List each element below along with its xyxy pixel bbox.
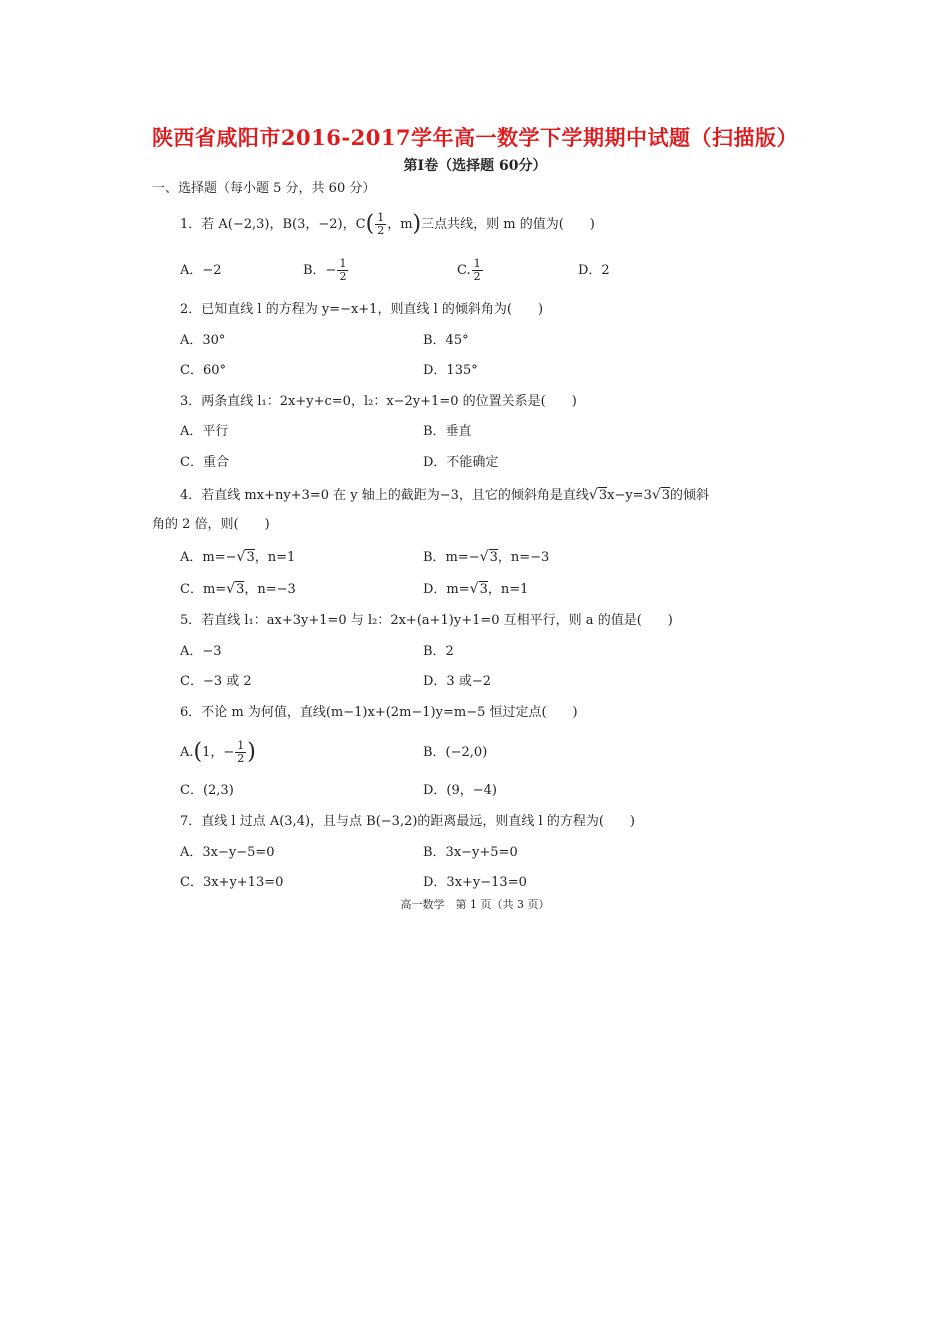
question-4-stem [180,486,709,505]
question-5-option-d: D．3 或−2 [423,674,491,689]
question-5-option-b: B．2 [423,644,454,659]
option-text: ，n=−3 [497,550,550,565]
fraction [375,212,386,237]
question-2-option-b: B．45° [423,333,469,348]
option-text: B．m=− [423,550,480,565]
option-text: ，n=1 [487,582,529,597]
question-6-option-c: C．(2,3) [180,783,234,798]
radicand: 3 [246,550,255,565]
fraction-denominator: 2 [339,270,347,283]
question-3-option-a: A．平行 [180,424,229,439]
option-text: ，n=1 [254,550,296,565]
radicand: 3 [598,488,608,503]
question-3-option-d: D．不能确定 [423,455,499,470]
sqrt-icon: √ [588,487,598,503]
fraction [235,740,246,765]
question-4-text: 的倾斜 [670,488,710,503]
question-7-option-c: C．3x+y+13=0 [180,875,284,890]
option-text: A. [180,745,194,760]
sqrt-icon: √ [236,549,246,565]
question-1-option-c [457,258,484,283]
question-4-stem-continued: 角的 2 倍，则( ) [152,517,270,532]
option-text: A．m=− [180,550,237,565]
option-text: B．− [303,263,337,278]
question-1-option-a: A．−2 [180,263,222,278]
page-footer: 高一数学 第 1 页（共 3 页） [400,898,550,911]
question-3-option-c: C．重合 [180,455,229,470]
fraction-denominator: 2 [377,224,385,237]
right-paren: ) [247,739,256,765]
question-7-option-b: B．3x−y+5=0 [423,845,518,860]
radicand: 3 [236,582,245,597]
option-text: 1，− [202,745,235,760]
question-4-text: 4．若直线 mx+ny+3=0 在 y 轴上的截距为−3，且它的倾斜角是直线 [180,488,589,503]
question-4-option-d [423,580,528,599]
question-5-option-a: A．−3 [180,644,222,659]
radicand: 3 [489,550,498,565]
fraction [337,258,348,283]
question-4-text: x−y=3 [607,488,652,503]
fraction-numerator: 1 [237,739,245,752]
question-1-text: 三点共线，则 m 的值为( ) [421,217,595,232]
question-6-stem: 6．不论 m 为何值，直线(m−1)x+(2m−1)y=m−5 恒过定点( ) [180,705,578,720]
question-1-option-d: D．2 [578,263,610,278]
question-1-text: 1．若 A(−2,3)，B(3，−2)，C [180,217,366,232]
question-4-option-a [180,548,295,567]
fraction-denominator: 2 [473,270,481,283]
question-7-option-a: A．3x−y−5=0 [180,845,275,860]
fraction-numerator: 1 [377,211,385,224]
option-text: ，n=−3 [244,582,296,597]
question-2-option-d: D．135° [423,363,478,378]
sqrt-icon: √ [226,581,236,597]
radicand: 3 [479,582,488,597]
question-5-option-c: C．−3 或 2 [180,674,252,689]
question-7-option-d: D．3x+y−13=0 [423,875,527,890]
fraction-numerator: 1 [339,257,347,270]
section-heading: 第Ⅰ卷（选择题 60分） [403,158,547,174]
question-6-option-d: D．(9，−4) [423,783,498,798]
sqrt-icon: √ [479,549,489,565]
left-paren: ( [365,211,375,237]
radicand: 3 [661,488,671,503]
fraction [472,258,483,283]
fraction-denominator: 2 [237,752,245,765]
question-2-option-a: A．30° [180,333,226,348]
sqrt-icon: √ [651,487,661,503]
question-3-option-b: B．垂直 [423,424,472,439]
question-6-option-a [180,740,256,765]
question-1-text: ，m [387,217,413,232]
fraction-numerator: 1 [473,257,481,270]
left-paren: ( [193,739,203,765]
page-title: 陕西省咸阳市2016-2017学年高一数学下学期期中试题（扫描版） [151,125,799,150]
part-heading: 一、选择题（每小题 5 分，共 60 分） [152,181,376,196]
question-3-stem: 3．两条直线 l₁：2x+y+c=0，l₂：x−2y+1=0 的位置关系是( ) [180,394,577,409]
question-4-option-b [423,548,549,567]
right-paren: ) [412,211,422,237]
question-1-option-b [303,258,349,283]
question-2-stem: 2．已知直线 l 的方程为 y=−x+1，则直线 l 的倾斜角为( ) [180,302,544,317]
question-7-stem: 7．直线 l 过点 A(3,4)，且与点 B(−3,2)的距离最远，则直线 l 的方程为( ) [180,814,635,829]
question-6-option-b: B．(−2,0) [423,745,488,760]
option-text: C．m= [180,582,227,597]
option-text: D．m= [423,582,470,597]
sqrt-icon: √ [469,581,479,597]
question-2-option-c: C．60° [180,363,226,378]
option-text: C. [457,263,471,278]
question-5-stem: 5．若直线 l₁：ax+3y+1=0 与 l₂：2x+(a+1)y+1=0 互相平行，则 a 的值是( ) [180,613,673,628]
question-1-stem [180,212,595,237]
question-4-option-c [180,580,296,599]
